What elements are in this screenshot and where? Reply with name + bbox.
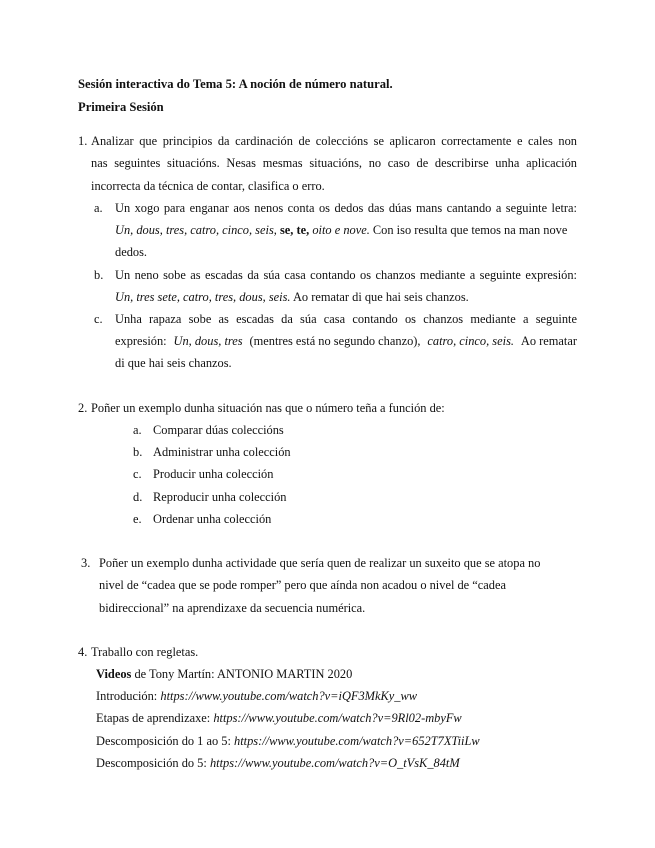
question-3-line-2: nivel de “cadea que se pode romper” pero que aínda non acadou o nivel de “cadea	[99, 578, 506, 592]
question-1-line-3: incorrecta da técnica de contar, clasifica o erro.	[91, 179, 325, 193]
item-1c-pre: expresión:	[115, 334, 167, 348]
question-1-number: 1.	[78, 134, 88, 148]
question-1-line-1: Analizar que principios da cardinación de coleccións se aplicaron correctamente e cales non	[91, 134, 577, 148]
q2-item-label: e.	[133, 512, 142, 526]
item-1c-mid: (mentres está no segundo chanzo),	[249, 334, 421, 348]
videos-author: de Tony Martín: ANTONIO MARTIN 2020	[134, 667, 353, 681]
video-link-url[interactable]: https://www.youtube.com/watch?v=iQF3MkKy_ww	[160, 689, 417, 703]
question-4-text: Traballo con regletas.	[91, 645, 199, 659]
q2-item-label: a.	[133, 423, 142, 437]
video-link-row	[96, 707, 462, 730]
q2-item-label: d.	[133, 490, 143, 504]
videos-credit	[96, 663, 352, 686]
videos-label: Videos	[96, 667, 132, 681]
item-1a-line-3: dedos.	[115, 245, 148, 259]
item-1c-italic-2: catro, cinco, seis.	[427, 334, 514, 348]
item-1a-italic-1: Un, dous, tres, catro, cinco, seis,	[115, 223, 277, 237]
question-3-line-3: bidireccional” na aprendizaxe da secuencia numérica.	[99, 601, 366, 615]
video-link-label: Etapas de aprendizaxe:	[96, 711, 211, 725]
question-2-text: Poñer un exemplo dunha situación nas que o número teña a función de:	[91, 401, 445, 415]
video-link-row	[96, 685, 417, 708]
question-2-number: 2.	[78, 401, 88, 415]
session-subtitle: Primeira Sesión	[78, 100, 164, 114]
item-1c-line-2	[115, 330, 577, 353]
video-link-row	[96, 752, 460, 775]
item-1a-italic-2: oito e nove.	[312, 223, 370, 237]
video-link-row	[96, 730, 480, 753]
item-1c-label: c.	[94, 312, 103, 326]
q2-item-text: Producir unha colección	[153, 467, 274, 481]
video-link-label: Introdución:	[96, 689, 158, 703]
q2-item-text: Ordenar unha colección	[153, 512, 272, 526]
item-1c-rest: Ao rematar	[520, 334, 577, 348]
question-3-line-1: Poñer un exemplo dunha actividade que sería quen de realizar un suxeito que se atopa no	[99, 556, 541, 570]
q2-item-label: b.	[133, 445, 143, 459]
item-1a-rest: Con iso resulta que temos na man nove	[372, 223, 568, 237]
question-4-number: 4.	[78, 645, 88, 659]
q2-item-text: Administrar unha colección	[153, 445, 291, 459]
item-1b-line-1: Un neno sobe as escadas da súa casa contando os chanzos mediante a seguinte expresión:	[115, 268, 577, 282]
video-link-url[interactable]: https://www.youtube.com/watch?v=O_tVsK_84tM	[209, 756, 460, 770]
video-link-label: Descomposición do 1 ao 5:	[96, 734, 231, 748]
video-link-label: Descomposición do 5:	[96, 756, 207, 770]
question-1-line-2: nas seguintes situacións. Nesas mesmas situacións, no caso de describirse unha aplicación	[91, 156, 577, 170]
q2-item-text: Reproducir unha colección	[153, 490, 287, 504]
q2-item-text: Comparar dúas coleccións	[153, 423, 284, 437]
item-1b-label: b.	[94, 268, 104, 282]
item-1c-line-1: Unha rapaza sobe as escadas da súa casa contando os chanzos mediante a seguinte	[115, 312, 577, 326]
video-link-url[interactable]: https://www.youtube.com/watch?v=652T7XTiiLw	[234, 734, 480, 748]
item-1b-italic: Un, tres sete, catro, tres, dous, seis.	[115, 290, 291, 304]
item-1a-bold: se, te,	[279, 223, 310, 237]
video-link-url[interactable]: https://www.youtube.com/watch?v=9Rl02-mbyFw	[213, 711, 462, 725]
item-1a-line-1: Un xogo para enganar aos nenos conta os dedos das dúas mans cantando a seguinte letra:	[115, 201, 577, 215]
item-1c-line-3: di que hai seis chanzos.	[115, 356, 232, 370]
item-1c-italic-1: Un, dous, tres	[173, 334, 243, 348]
item-1b-rest: Ao rematar di que hai seis chanzos.	[292, 290, 469, 304]
q2-item-label: c.	[133, 467, 142, 481]
item-1b-line-2	[115, 286, 469, 309]
item-1a-line-2	[115, 219, 567, 242]
question-3-number: 3.	[81, 556, 91, 570]
item-1a-label: a.	[94, 201, 103, 215]
document-title: Sesión interactiva do Tema 5: A noción de número natural.	[78, 77, 393, 91]
